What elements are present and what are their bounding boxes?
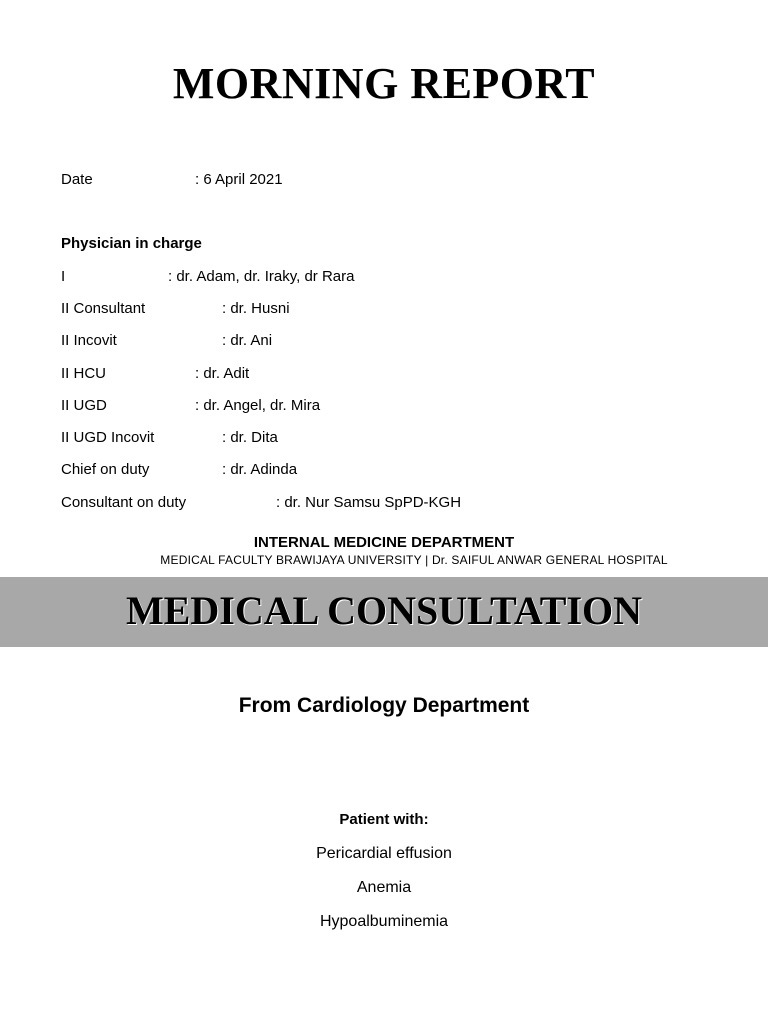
date-value: : 6 April 2021 (195, 171, 283, 188)
banner-title: MEDICAL CONSULTATION (125, 588, 643, 633)
physician-label: Consultant on duty (61, 494, 187, 511)
section-banner (0, 577, 768, 647)
physician-row (61, 461, 298, 478)
physician-value: : dr. Husni (222, 300, 290, 317)
physician-row (61, 300, 290, 317)
physician-label: II HCU (61, 365, 106, 382)
physician-row (61, 494, 462, 511)
physician-label: Chief on duty (61, 461, 150, 478)
report-title: MORNING REPORT (172, 59, 596, 108)
physician-value: : dr. Nur Samsu SpPD-KGH (276, 494, 462, 511)
consult-from: From Cardiology Department (238, 694, 530, 717)
physician-value: : dr. Adit (195, 365, 250, 382)
date-row (61, 171, 283, 188)
institution-name: MEDICAL FACULTY BRAWIJAYA UNIVERSITY | Dr. SAIFUL ANWAR GENERAL HOSPITAL (160, 553, 668, 567)
physician-row (61, 429, 278, 446)
physician-label: I (61, 268, 66, 285)
patient-heading: Patient with: (339, 811, 429, 828)
physician-row (61, 332, 273, 349)
physician-value: : dr. Ani (222, 332, 273, 349)
physician-row (61, 365, 250, 382)
physician-value: : dr. Dita (222, 429, 278, 446)
physician-label: II UGD (61, 397, 107, 414)
physician-row (61, 268, 355, 285)
diagnosis-item: Hypoalbuminemia (319, 913, 449, 930)
date-label: Date (61, 171, 93, 188)
physician-row (61, 397, 321, 414)
physician-value: : dr. Angel, dr. Mira (195, 397, 321, 414)
physician-heading: Physician in charge (61, 235, 202, 252)
diagnosis-item: Anemia (356, 879, 412, 896)
department-name: INTERNAL MEDICINE DEPARTMENT (253, 534, 515, 551)
physician-label: II Consultant (61, 300, 146, 317)
physician-label: II UGD Incovit (61, 429, 155, 446)
physician-value: : dr. Adinda (222, 461, 298, 478)
physician-value: : dr. Adam, dr. Iraky, dr Rara (168, 268, 355, 285)
diagnosis-item: Pericardial effusion (316, 845, 452, 862)
physician-label: II Incovit (61, 332, 117, 349)
